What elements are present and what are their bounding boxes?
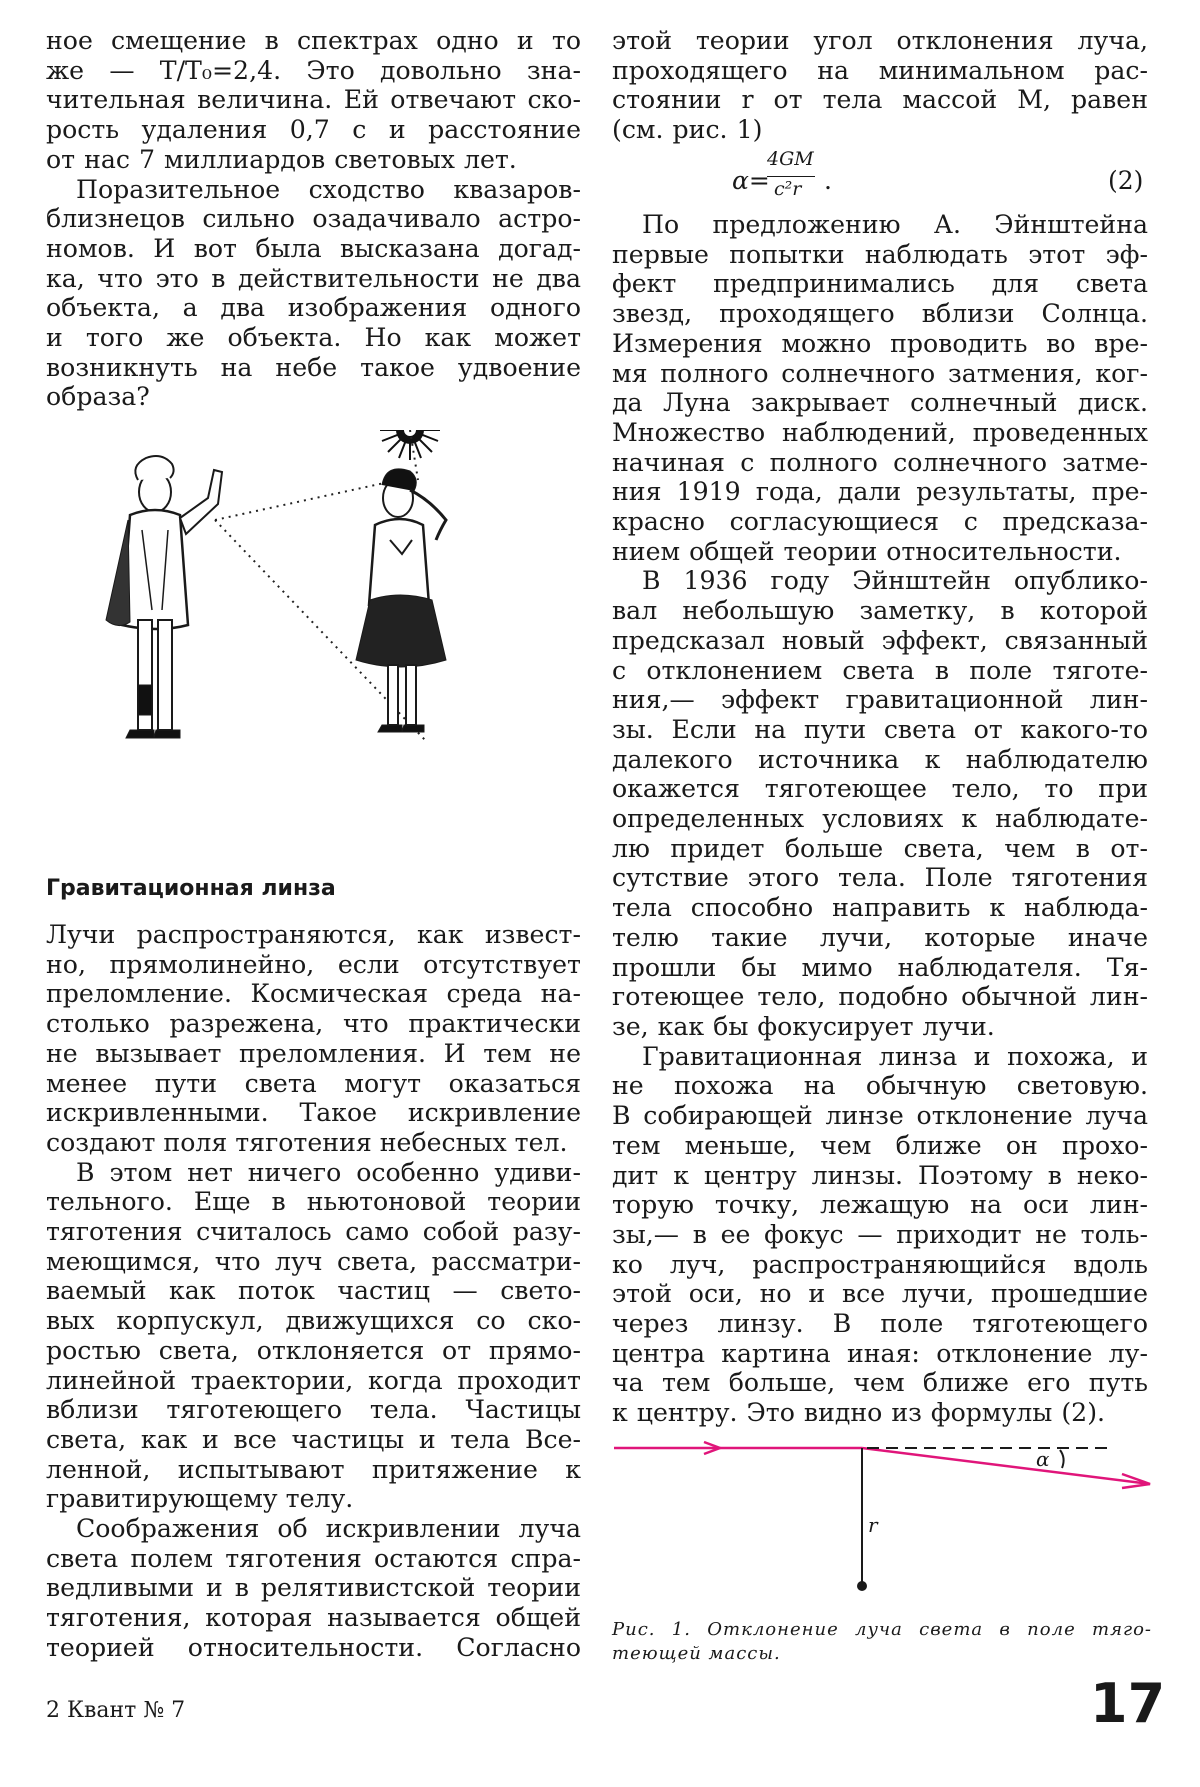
alpha-label: α <box>1036 1447 1050 1471</box>
text-line: ленной, испытывают притяжение к <box>46 1454 581 1484</box>
paragraph <box>46 204 581 412</box>
text-line: не похожа на обычную световую. <box>612 1071 1148 1101</box>
right-column-top <box>612 26 1148 145</box>
text-line: возникнуть на небе такое удвоение <box>46 352 581 382</box>
text-line: рость удаления 0,7 c и расстояние <box>46 115 581 145</box>
paragraph <box>612 566 1148 596</box>
formula-numerator: 4GM <box>767 148 814 170</box>
paragraph <box>46 920 581 1158</box>
paragraph <box>612 1071 1148 1427</box>
text-line: По предложению А. Эйнштейна <box>642 210 1148 239</box>
paragraph <box>46 175 581 205</box>
text-line: линейной траектории, когда проходит <box>46 1365 581 1395</box>
left-column-top <box>46 26 581 412</box>
fraction-bar <box>767 176 815 177</box>
text-line: ростью света, отклоняется от прямо- <box>46 1335 581 1365</box>
text-line: вблизи тяготеющего тела. Частицы <box>46 1395 581 1425</box>
text-line: же — T/T₀=2,4. Это довольно зна- <box>46 55 581 85</box>
paragraph <box>612 596 1148 1042</box>
text-line: ко луч, распространяющийся вдоль <box>612 1249 1148 1279</box>
text-line: меющимся, что луч света, рассматри- <box>46 1246 581 1276</box>
section-heading: Гравитационная линза <box>46 876 336 901</box>
text-line: не вызывает преломления. И тем не <box>46 1038 581 1068</box>
text-line: ное смещение в спектрах одно и то <box>46 26 581 55</box>
text-line: торую точку, лежащую на оси лин- <box>612 1190 1148 1220</box>
text-line: и того же объекта. Но как может <box>46 323 581 353</box>
text-line: начиная с полного солнечного затме- <box>612 447 1148 477</box>
text-line: нием общей теории относительности. <box>612 536 1122 566</box>
text-line: Измерения можно проводить во вре- <box>612 328 1148 358</box>
text-line: окажется тяготеющее тело, то при <box>612 774 1148 804</box>
text-line: дит к центру линзы. Поэтому в неко- <box>612 1160 1148 1190</box>
text-line: через линзу. В поле тяготеющего <box>612 1309 1148 1339</box>
text-line: определенных условиях к наблюдате- <box>612 804 1148 834</box>
r-label: r <box>868 1513 878 1537</box>
text-line: Поразительное сходство квазаров- <box>76 174 581 204</box>
paragraph <box>46 26 581 175</box>
text-line: с отклонением света в поле тяготе- <box>612 655 1148 685</box>
text-line: искривленными. Такое искривление <box>46 1098 581 1128</box>
text-line: объекта, а два изображения одного <box>46 293 581 323</box>
text-line: тяготения, которая называется общей <box>46 1603 581 1633</box>
mass-point <box>857 1581 867 1591</box>
magazine-issue-label: 2 Квант № 7 <box>46 1698 186 1723</box>
text-line: проходящего на минимальном рас- <box>612 55 1148 85</box>
text-line: ния,— эффект гравитационной лин- <box>612 685 1148 715</box>
text-line: Соображения об искривлении луча <box>76 1514 581 1544</box>
text-line: тем меньше, чем ближе он прохо- <box>612 1130 1148 1160</box>
text-line: готеющее тело, подобно обычной лин- <box>612 982 1148 1012</box>
text-line: менее пути света могут оказаться <box>46 1068 581 1098</box>
text-line: центра картина иная: отклонение лу- <box>612 1338 1148 1368</box>
text-line: чительная величина. Ей отвечают ско- <box>46 85 581 115</box>
text-line: этой оси, но и все лучи, прошедшие <box>612 1279 1148 1309</box>
caption-line: теющей массы. <box>612 1643 781 1664</box>
text-line: преломление. Космическая среда на- <box>46 979 581 1009</box>
text-line: стоянии r от тела массой M, равен <box>612 85 1148 115</box>
right-column-main <box>612 210 1148 1428</box>
text-line: света полем тяготения остаются спра- <box>46 1543 581 1573</box>
text-line: тяготения считалось само собой разу- <box>46 1217 581 1247</box>
incoming-ray <box>614 1442 862 1454</box>
paragraph <box>612 26 1148 145</box>
text-line: но, прямолинейно, если отсутствует <box>46 949 581 979</box>
paragraph <box>612 1042 1148 1072</box>
text-line: сутствие этого тела. Поле тяготения <box>612 863 1148 893</box>
text-line: тела способно направить к наблюда- <box>612 893 1148 923</box>
deflected-ray <box>862 1448 1150 1488</box>
paragraph <box>612 210 1148 240</box>
text-line: ведливыми и в релятивистской теории <box>46 1573 581 1603</box>
text-line: ния 1919 года, дали результаты, пре- <box>612 477 1148 507</box>
page-number: 17 <box>1090 1672 1166 1735</box>
formula-number: (2) <box>1108 166 1144 195</box>
text-line: вых корпускул, движущихся со ско- <box>46 1306 581 1336</box>
right-figure <box>356 469 446 732</box>
text-line: образа? <box>46 382 150 412</box>
text-line: Множество наблюдений, проведенных <box>612 417 1148 447</box>
text-line: звезд, проходящего вблизи Солнца. <box>612 299 1148 329</box>
text-line: этой теории угол отклонения луча, <box>612 26 1148 55</box>
formula-period: . <box>824 166 832 195</box>
text-line: Лучи распространяются, как извест- <box>46 920 581 949</box>
text-line: да Луна закрывает солнечный диск. <box>612 388 1148 418</box>
star-icon <box>380 430 440 460</box>
text-line: номов. И вот была высказана догад- <box>46 233 581 263</box>
text-line: зы,— в ее фокус — приходит не толь- <box>612 1219 1148 1249</box>
text-line: фект предпринимались для света <box>612 269 1148 299</box>
text-line: ча тем больше, чем ближе его путь <box>612 1368 1148 1398</box>
text-line: света, как и все частицы и тела Все- <box>46 1424 581 1454</box>
paragraph <box>612 240 1148 567</box>
text-line: зы. Если на пути света от какого-то <box>612 714 1148 744</box>
text-line: зе, как бы фокусирует лучи. <box>612 1011 995 1041</box>
paragraph <box>46 1514 581 1544</box>
text-line: Гравитационная линза и похожа, и <box>642 1041 1148 1071</box>
text-line: гравитирующему телу. <box>46 1484 354 1514</box>
paragraph <box>46 1187 581 1514</box>
figure-1-ray-deflection <box>612 1436 1160 1616</box>
illustration-two-gentlemen <box>80 430 560 850</box>
text-line: к центру. Это видно из формулы (2). <box>612 1398 1106 1428</box>
formula-2 <box>612 150 1148 206</box>
text-line: далекого источника к наблюдателю <box>612 744 1148 774</box>
text-line: прошли бы мимо наблюдателя. Тя- <box>612 952 1148 982</box>
text-line: В собирающей линзе отклонение луча <box>612 1101 1148 1131</box>
text-line: В 1936 году Эйнштейн опублико- <box>642 566 1148 596</box>
text-line: создают поля тяготения небесных тел. <box>46 1127 568 1157</box>
text-line: близнецов сильно озадачивало астро- <box>46 204 581 234</box>
angle-arc <box>1060 1450 1064 1468</box>
text-line: телю такие лучи, которые иначе <box>612 922 1148 952</box>
paragraph <box>46 1158 581 1188</box>
figure-caption <box>612 1618 1152 1666</box>
text-line: ка, что это в действительности не два <box>46 263 581 293</box>
text-line: красно согласующиеся с предсказа- <box>612 507 1148 537</box>
text-line: В этом нет ничего особенно удиви- <box>76 1157 581 1187</box>
text-line: теорией относительности. Согласно <box>46 1632 581 1662</box>
left-figure <box>106 456 222 738</box>
text-line: лю придет больше света, чем в от- <box>612 833 1148 863</box>
text-line: тельного. Еще в ньютоновой теории <box>46 1187 581 1217</box>
text-line: (см. рис. 1) <box>612 115 763 145</box>
text-line: столько разрежена, что практически <box>46 1009 581 1039</box>
left-column-bottom <box>46 920 581 1663</box>
text-line: от нас 7 миллиардов световых лет. <box>46 144 517 174</box>
text-line: мя полного солнечного затмения, ког- <box>612 358 1148 388</box>
formula-lhs: α= <box>732 166 770 195</box>
paragraph <box>46 1544 581 1663</box>
text-line: предсказал новый эффект, связанный <box>612 625 1148 655</box>
text-line: ваемый как поток частиц — свето- <box>46 1276 581 1306</box>
formula-denominator: c²r <box>774 178 802 200</box>
caption-line: Рис. 1. Отклонение луча света в поле тяго- <box>612 1619 1152 1640</box>
text-line: первые попытки наблюдать этот эф- <box>612 239 1148 269</box>
text-line: вал небольшую заметку, в которой <box>612 596 1148 626</box>
